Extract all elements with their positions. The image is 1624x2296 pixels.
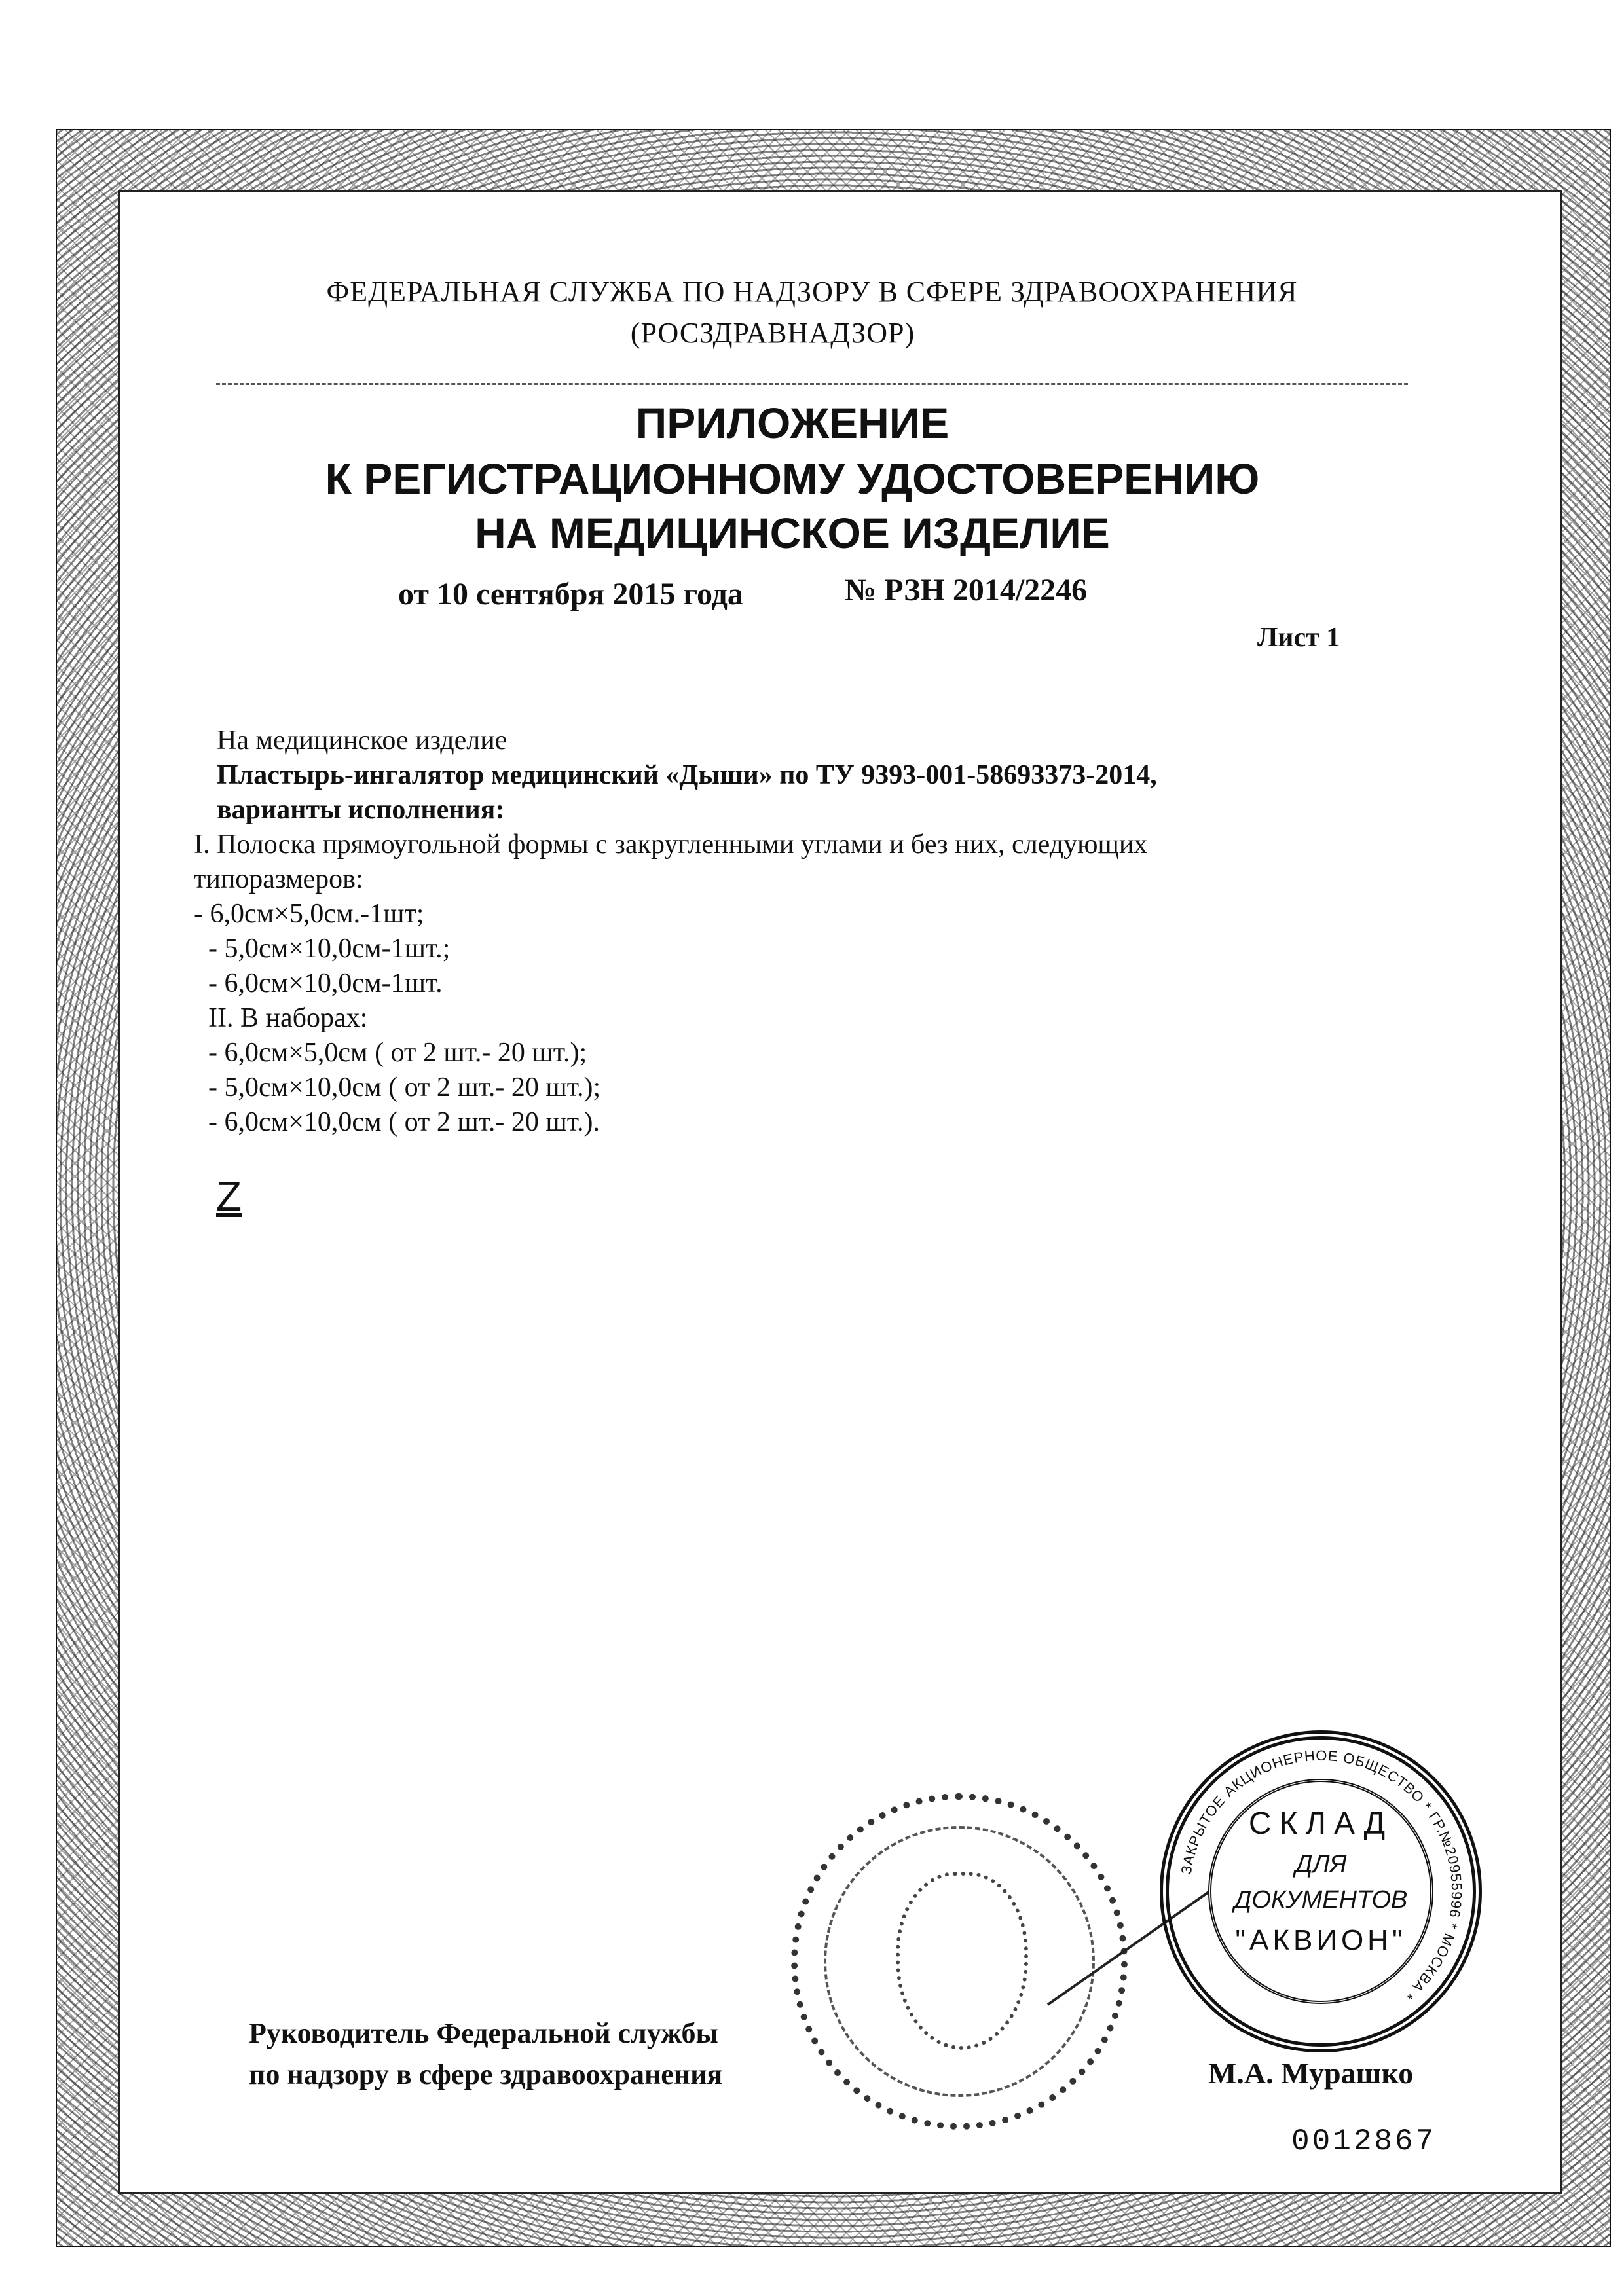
serial-number: 0012867: [1291, 2124, 1437, 2159]
product-name: Пластырь-ингалятор медицинский «Дыши» по ТУ 9393-001-58693373-2014,: [217, 760, 1157, 790]
section-2-item: - 6,0см×5,0см ( от 2 шт.- 20 шт.);: [208, 1038, 587, 1068]
section-2-heading: II. В наборах:: [208, 1003, 368, 1033]
section-1-heading: I. Полоска прямоугольной формы с закругленными углами и без них, следующих: [194, 829, 1148, 860]
section-1-item: - 6,0см×5,0см.-1шт;: [194, 899, 424, 929]
agency-short-name: (РОСЗДРАВНАДЗОР): [630, 317, 915, 349]
section-1-item: - 5,0см×10,0см-1шт.;: [208, 934, 451, 964]
z-mark: Z: [216, 1173, 242, 1220]
section-2-item: - 5,0см×10,0см ( от 2 шт.- 20 шт.);: [208, 1072, 601, 1102]
stamp-text: "АКВИОН": [1235, 1924, 1407, 1956]
signatory-position-line-1: Руководитель Федеральной службы: [249, 2017, 718, 2049]
stamp-text: ДЛЯ: [1295, 1851, 1347, 1878]
stamp-text: СКЛАД: [1248, 1806, 1393, 1841]
registration-number: № РЗН 2014/2246: [845, 573, 1088, 608]
section-2-item: - 6,0см×10,0см ( от 2 шт.- 20 шт.).: [208, 1107, 600, 1137]
stamp-outer-text: ЗАКРЫТОЕ АКЦИОНЕРНОЕ ОБЩЕСТВО * ГР.№20955996 * МОСКВА *: [1177, 1747, 1466, 2004]
sheet-number: Лист 1: [1257, 623, 1340, 653]
title-line-3: НА МЕДИЦИНСКОЕ ИЗДЕЛИЕ: [475, 509, 1110, 557]
title-line-2: К РЕГИСТРАЦИОННОМУ УДОСТОВЕРЕНИЮ: [325, 454, 1260, 503]
section-1-continued: типоразмеров:: [194, 864, 363, 894]
registration-date: от 10 сентября 2015 года: [398, 577, 743, 611]
variants-label: варианты исполнения:: [217, 795, 505, 825]
agency-name: ФЕДЕРАЛЬНАЯ СЛУЖБА ПО НАДЗОРУ В СФЕРЕ ЗДРАВООХРАНЕНИЯ: [326, 276, 1298, 308]
signatory-name: М.А. Мурашко: [1208, 2056, 1414, 2090]
title-line-1: ПРИЛОЖЕНИЕ: [635, 399, 950, 447]
intro-text: На медицинское изделие: [217, 725, 507, 756]
stamp-text: ДОКУМЕНТОВ: [1234, 1886, 1408, 1914]
company-stamp: [1160, 1730, 1482, 2052]
divider: [216, 383, 1408, 385]
signatory-position-line-2: по надзору в сфере здравоохранения: [249, 2058, 723, 2090]
coat-of-arms-icon: [896, 1872, 1028, 2050]
section-1-item: - 6,0см×10,0см-1шт.: [208, 968, 443, 998]
official-seal-stamp: [791, 1793, 1128, 2130]
